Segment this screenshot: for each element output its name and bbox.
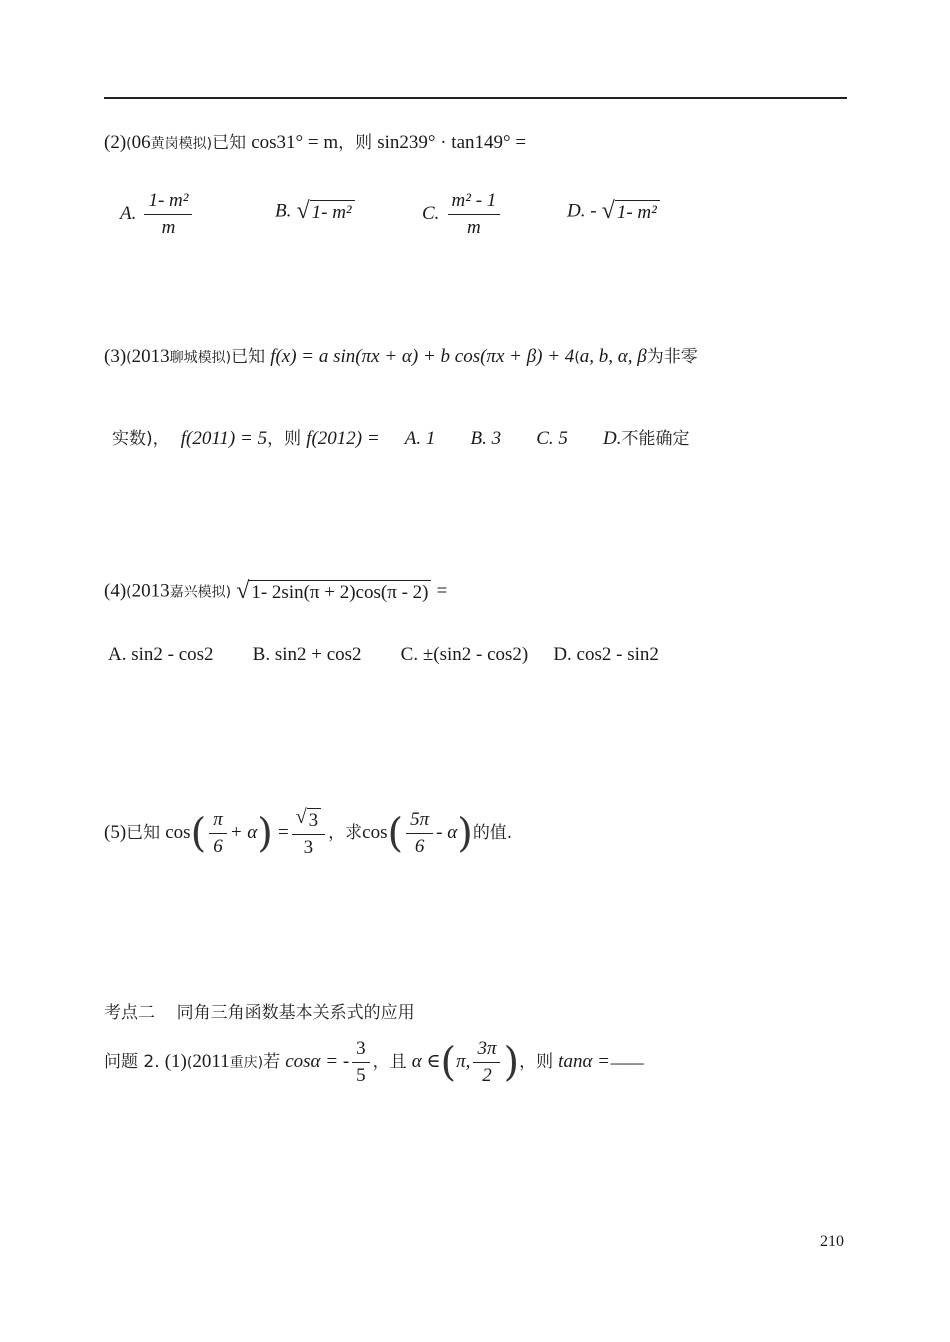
source-text: 重庆) — [229, 1055, 264, 1071]
question-3-line2 — [112, 424, 689, 450]
source-year: 2011 — [192, 1051, 230, 1072]
and-text: ，且 — [372, 1052, 407, 1072]
fraction-denominator: 5 — [356, 1065, 366, 1086]
then-text: ，则 — [338, 133, 373, 153]
question-number: (1) — [164, 1051, 187, 1072]
fraction-numerator: 1- m² — [144, 190, 192, 215]
source-text: 黄岗模拟) — [150, 136, 213, 152]
then-text: ，则 — [267, 429, 302, 449]
question-number: (4) — [104, 580, 127, 602]
source-paren: ( — [126, 136, 132, 152]
params: a, b, α, β — [579, 346, 647, 367]
fraction — [144, 190, 192, 239]
square-root: √ 1- m² — [602, 200, 660, 224]
source-year: 2013 — [131, 580, 170, 602]
radicand: 3 — [307, 808, 322, 832]
option-label: A. — [120, 203, 137, 224]
then-text: ，则 — [519, 1052, 554, 1072]
continuation-text: 实数)， — [112, 429, 170, 449]
page-number: 210 — [820, 1233, 844, 1250]
source-text: 聊城模拟) — [169, 350, 232, 366]
source-paren: ( — [126, 584, 132, 601]
option-c: C. ±(sin2 - cos2) — [400, 644, 529, 665]
fraction — [352, 1038, 370, 1087]
option-d — [567, 200, 660, 224]
question-number: (5) — [104, 822, 127, 843]
known-text: 已知 — [231, 347, 266, 367]
expression: sin239° · tan149° = — [377, 132, 527, 153]
option-a: A. 1 — [404, 428, 436, 449]
option-c — [422, 190, 503, 239]
known-text: 已知 — [212, 133, 247, 153]
radicand: 1- m² — [310, 200, 355, 224]
square-root: √ 1- m² — [296, 200, 354, 224]
fraction-denominator: 3 — [303, 837, 314, 858]
known-text: 已知 — [126, 823, 161, 843]
source-year: 2013 — [131, 346, 170, 367]
cos-label: cos — [362, 822, 388, 843]
fraction-numerator: 3 — [352, 1038, 370, 1063]
option-d: D. cos2 - sin2 — [553, 644, 659, 665]
problem-label: 问题 2. — [104, 1052, 160, 1072]
option-c: C. 5 — [536, 428, 568, 449]
fraction-denominator: 6 — [213, 836, 223, 857]
fraction-denominator: m — [467, 217, 481, 238]
source-paren: ( — [126, 350, 132, 366]
minus-alpha: - α — [436, 822, 458, 843]
question-number: (3) — [104, 346, 127, 367]
option-d-text: 不能确定 — [621, 429, 690, 449]
radicand: 1- m² — [615, 200, 660, 224]
if-text: 若 — [263, 1052, 281, 1072]
question-2-stem — [104, 128, 526, 154]
equals: = — [277, 822, 289, 843]
fraction-denominator: 6 — [414, 836, 425, 857]
cos-label: cos — [165, 822, 191, 843]
fraction — [473, 1038, 500, 1087]
fraction-numerator: 5π — [406, 809, 433, 834]
option-b: B. sin2 + cos2 — [252, 644, 362, 665]
square-root: √ 1- 2sin(π + 2)cos(π - 2) — [236, 580, 431, 604]
option-d-label: D. — [602, 428, 622, 449]
question-3-stem — [104, 342, 698, 368]
header-rule — [104, 97, 847, 99]
fraction — [406, 809, 433, 858]
source-paren: ( — [186, 1055, 193, 1071]
condition: cos31° = m — [251, 132, 339, 153]
option-a — [120, 190, 195, 239]
option-label: C. — [422, 203, 440, 224]
params-text: 为非零 — [646, 347, 698, 367]
option-label: B. — [275, 200, 292, 222]
seek-text: ，求 — [328, 823, 363, 843]
fraction — [209, 809, 227, 858]
ask: tanα = — [558, 1051, 610, 1072]
option-a: A. sin2 - cos2 — [108, 644, 214, 665]
source-year: 06 — [131, 132, 151, 153]
fraction-denominator: m — [161, 217, 176, 238]
function-definition: f(x) = a sin(πx + α) + b cos(πx + β) + 4 — [270, 346, 575, 367]
question-5-stem: (5)已知 cos( $\frac{\pi}{6}$ + α) = √ 3 3 ，求cos( $\frac{5\pi}{6}$ - α)的值. — [104, 806, 513, 858]
plus-alpha: + α — [229, 822, 258, 843]
option-b — [275, 200, 355, 224]
fraction-numerator: √ 3 — [292, 808, 325, 835]
alpha-in: α ∈ — [411, 1051, 441, 1072]
tail-text: 的值. — [472, 823, 513, 843]
fraction-numerator: π — [209, 809, 227, 834]
option-label: D. - — [567, 200, 597, 222]
question-4-stem — [104, 580, 447, 604]
question-number: (2) — [104, 132, 127, 153]
params-paren: ( — [574, 350, 580, 366]
interval-left: π, — [456, 1051, 471, 1072]
condition: f(2011) = 5 — [180, 428, 268, 449]
question-4-options — [108, 644, 659, 666]
value-fraction — [292, 808, 325, 859]
fraction — [448, 190, 501, 239]
source-text: 嘉兴模拟) — [169, 584, 232, 601]
problem-2-stem: 问题 2. (1)(2011重庆)若 cosα = - $\frac{3}{5}$ ，且 α ∈(π, $\frac{3\pi}{2}$ )，则 tanα =---------- — [104, 1038, 644, 1086]
option-b: B. 3 — [470, 428, 502, 449]
equals: = — [436, 580, 448, 602]
fraction-denominator: 2 — [482, 1065, 492, 1086]
fraction-numerator: m² - 1 — [448, 190, 501, 215]
radicand: 1- 2sin(π + 2)cos(π - 2) — [249, 580, 431, 604]
cos-lhs: cosα = - — [285, 1051, 350, 1072]
answer-blank: ---------- — [610, 1055, 644, 1070]
ask: f(2012) = — [306, 428, 380, 449]
fraction-numerator: 3π — [473, 1038, 500, 1063]
section-heading: 考点二 同角三角函数基本关系式的应用 — [104, 1003, 415, 1023]
